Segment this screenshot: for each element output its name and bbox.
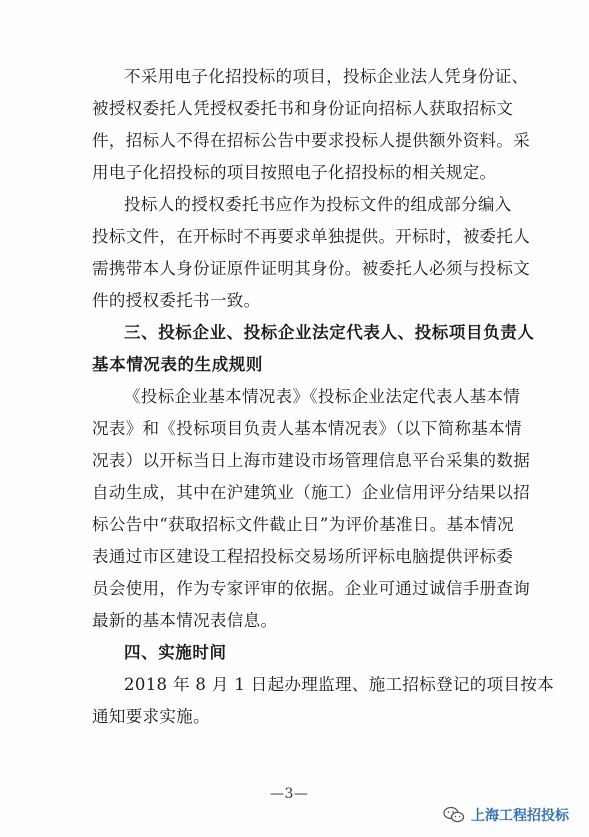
paragraph-line: 用电子化招投标的项目按照电子化招投标的相关规定。 [92,163,497,182]
paragraph-line: 标公告中“获取招标文件截止日”为评价基准日。基本情况 [92,515,514,534]
paragraph-line: 不采用电子化招投标的项目，投标企业法人凭身份证、 [124,67,529,86]
paragraph-line: 员会使用，作为专家评审的依据。企业可通过诚信手册查询 [92,579,531,598]
paragraph-line: 表通过市区建设工程招投标交易场所评标电脑提供评标委 [92,547,514,566]
section-heading-4: 四、实施时间 [124,643,227,662]
paragraph-line: 2018 年 8 月 1 日起办理监理、施工招标登记的项目按本 [124,675,555,694]
paragraph-line: 被授权委托人凭授权委托书和身份证向招标人获取招标文 [92,99,514,118]
paragraph-line: 况表》和《投标项目负责人基本情况表》（以下简称基本情 [92,419,522,438]
watermark-text: 上海工程招投标 [471,808,569,824]
paragraph-line: 投标文件，在开标时不再要求单独提供。开标时，被委托人 [92,227,531,246]
section-heading-3: 三、投标企业、投标企业法定代表人、投标项目负责人 [124,323,535,342]
paragraph-line: 件的授权委托书一致。 [92,291,261,310]
paragraph-line: 投标人的授权委托书应作为投标文件的组成部分编入 [124,195,512,214]
paragraph-line: 件，招标人不得在招标公告中要求投标人提供额外资料。采 [92,131,531,150]
paragraph-line: 需携带本人身份证原件证明其身份。被委托人必须与投标文 [92,259,531,278]
paragraph-line: 自动生成，其中在沪建筑业（施工）企业信用评分结果以招 [92,483,531,502]
wechat-icon [443,806,465,824]
watermark [443,805,569,825]
page-number: —3— [270,786,309,802]
paragraph-line: 最新的基本情况表信息。 [92,611,278,630]
paragraph-line: 通知要求实施。 [92,707,210,726]
paragraph-line: 况表）以开标当日上海市建设市场管理信息平台采集的数据 [92,451,531,470]
section-heading-3-cont: 基本情况表的生成规则 [92,355,263,374]
paragraph-line: 《投标企业基本情况表》《投标企业法定代表人基本情 [124,387,521,406]
